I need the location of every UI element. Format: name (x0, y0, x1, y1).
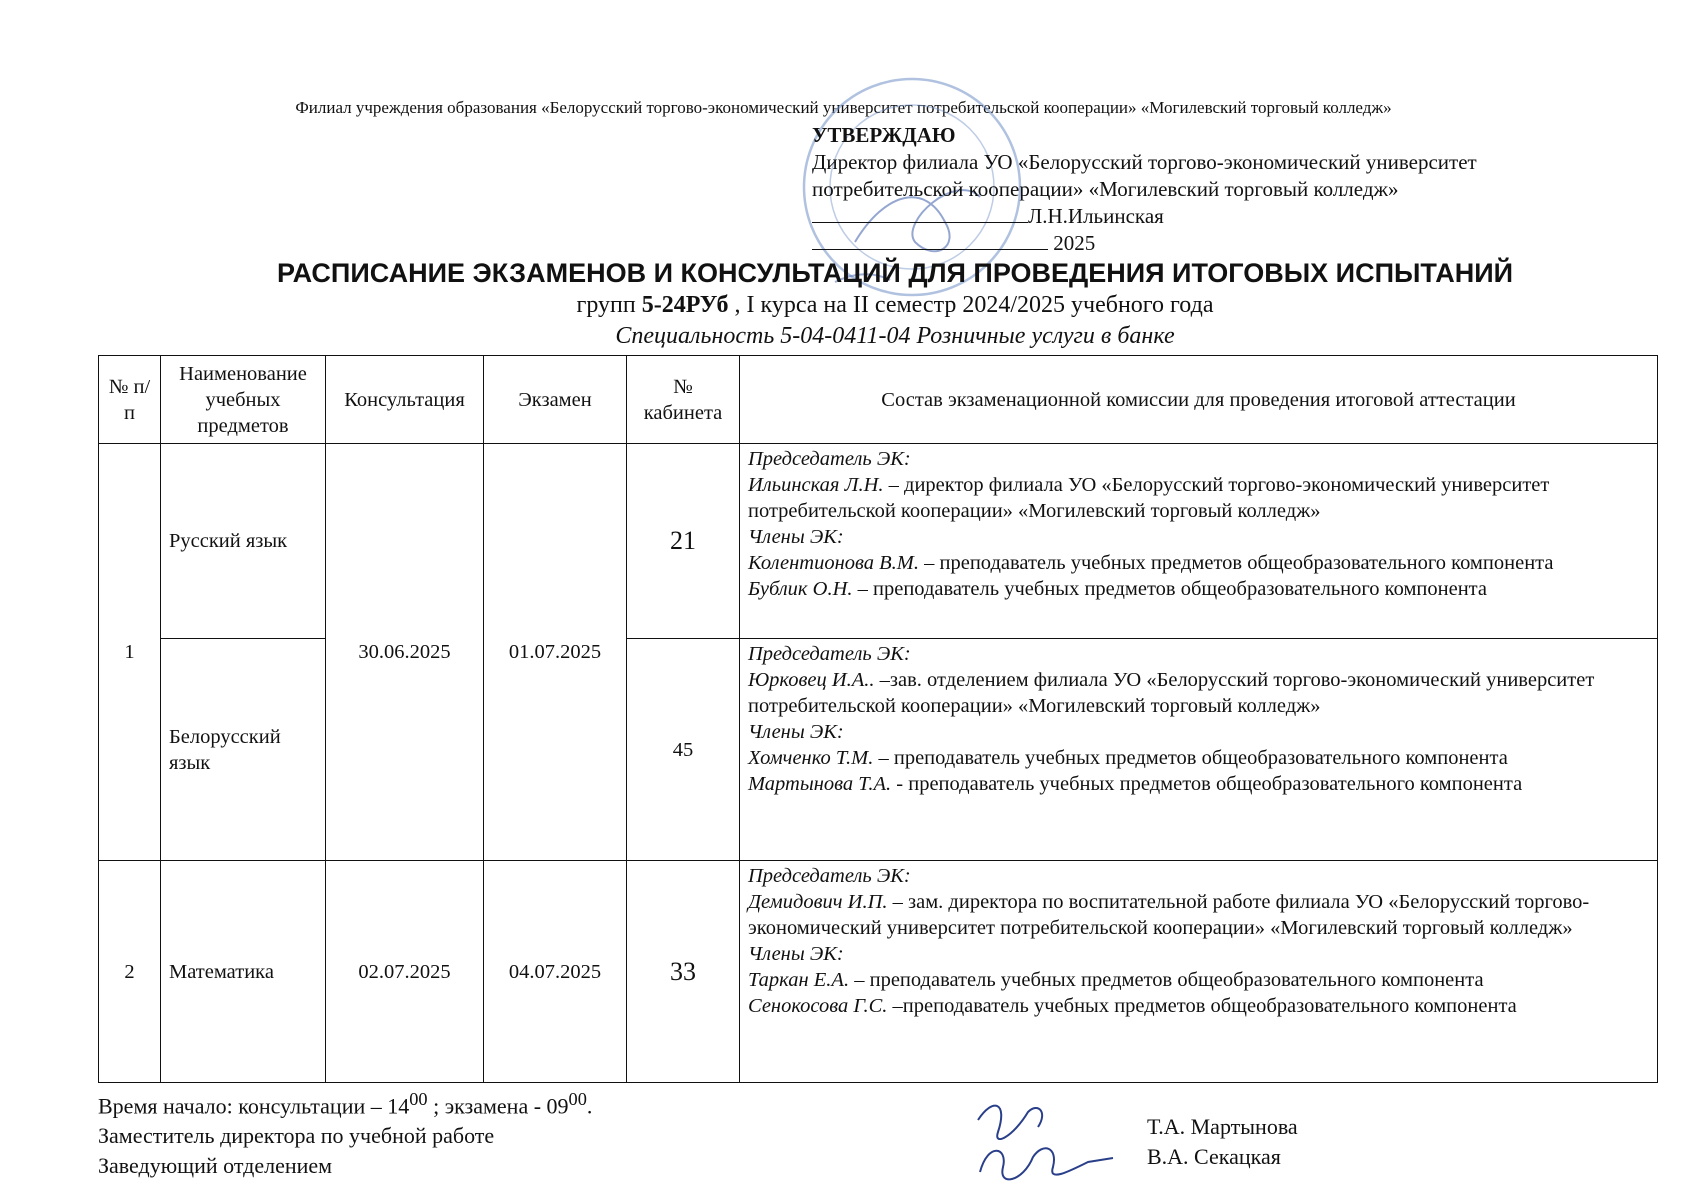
specialty-subtitle: Специальность 5-04-0411-04 Розничные услуги в банке (615, 323, 1175, 349)
member-name: Мартынова Т.А. (748, 773, 892, 795)
commission-cell (740, 639, 1658, 861)
head-label: Заведующий отделением (98, 1153, 333, 1179)
date-line (812, 231, 1048, 250)
time-prefix: Время начало: консультации – 14 (98, 1093, 410, 1119)
member-name: Таркан Е.А. (748, 969, 850, 991)
time-middle: ; экзамена - 09 (427, 1093, 569, 1119)
subject-cell: Белорусский язык (161, 639, 326, 861)
table-row (99, 444, 1658, 639)
head-name: В.А. Секацкая (1147, 1144, 1281, 1169)
exam-date: 04.07.2025 (484, 861, 627, 1083)
members-label: Члены ЭК: (748, 721, 844, 743)
row-num: 1 (99, 444, 161, 861)
handwritten-signature (968, 1092, 1118, 1196)
chair-name: Демидович И.П. (748, 891, 888, 913)
chair-text: – зам. директора по воспитательной работе филиала УО «Белорусский торгово-экономический университет потребительской кооперации» «Могилевский торговый колледж» (748, 891, 1590, 939)
group-subtitle (0, 292, 1687, 319)
members-label: Члены ЭК: (748, 526, 844, 548)
member-name: Бублик О.Н. (748, 578, 853, 600)
commission-cell (740, 861, 1658, 1083)
deputy-label: Заместитель директора по учебной работе (98, 1123, 495, 1149)
member-text: –преподаватель учебных предметов общеобразовательного компонента (887, 995, 1517, 1017)
groups-prefix: групп (576, 292, 636, 318)
groups-suffix: , I курса на II семестр 2024/2025 учебного года (734, 292, 1214, 318)
row-num: 2 (99, 861, 161, 1083)
chair-name: Ильинская Л.Н. (748, 474, 884, 496)
page-title: РАСПИСАНИЕ ЭКЗАМЕНОВ И КОНСУЛЬТАЦИЙ ДЛЯ ПРОВЕДЕНИЯ ИТОГОВЫХ ИСПЫТАНИЙ (276, 258, 1514, 288)
chair-label: Председатель ЭК: (748, 865, 911, 887)
members-label: Члены ЭК: (748, 943, 844, 965)
room-number: 21 (627, 444, 740, 639)
table-row (99, 861, 1658, 1083)
chair-label: Председатель ЭК: (748, 643, 911, 665)
time-end: . (586, 1093, 593, 1119)
exam-date: 01.07.2025 (484, 444, 627, 861)
consult-minutes: 00 (409, 1089, 428, 1109)
header-subject: Наименование учебных предметов (161, 356, 326, 444)
header-consult: Консультация (326, 356, 484, 444)
group-code: 5-24РУб (641, 292, 729, 318)
approval-signatory: Л.Н.Ильинская (1028, 204, 1164, 228)
approval-heading: УТВЕРЖДАЮ (812, 123, 956, 147)
chair-name: Юрковец И.А.. (748, 669, 875, 691)
member-text: - преподаватель учебных предметов общеобразовательного компонента (891, 773, 1523, 795)
footer-block (98, 1084, 592, 1181)
approval-line-2: потребительской кооперации» «Могилевский торговый колледж» (812, 177, 1399, 201)
member-text: – преподаватель учебных предметов общеобразовательного компонента (919, 552, 1554, 574)
chair-text: –зав. отделением филиала УО «Белорусский торгово-экономический университет потребительской кооперации» «Могилевский торговый колледж» (748, 669, 1595, 717)
member-name: Колентионова В.М. (748, 552, 919, 574)
exam-schedule-table (98, 355, 1658, 1083)
consult-date: 30.06.2025 (326, 444, 484, 861)
member-text: – преподаватель учебных предметов общеобразовательного компонента (873, 747, 1508, 769)
exam-minutes: 00 (568, 1089, 587, 1109)
approval-year: 2025 (1053, 231, 1096, 255)
deputy-name: Т.А. Мартынова (1147, 1114, 1298, 1139)
consult-date: 02.07.2025 (326, 861, 484, 1083)
member-name: Хомченко Т.М. (748, 747, 874, 769)
institution-header: Филиал учреждения образования «Белорусский торгово-экономический университет потребительской кооперации» «Могилевский торговый колледж» (295, 98, 1392, 117)
member-text: – преподаватель учебных предметов общеобразовательного компонента (849, 969, 1484, 991)
member-text: – преподаватель учебных предметов общеобразовательного компонента (852, 578, 1487, 600)
signatories (1147, 1112, 1298, 1172)
header-exam: Экзамен (484, 356, 627, 444)
header-num: № п/п (99, 356, 161, 444)
header-commission: Состав экзаменационной комиссии для проведения итоговой аттестации (740, 356, 1658, 444)
subject-cell: Математика (161, 861, 326, 1083)
subject-cell: Русский язык (161, 444, 326, 639)
room-number: 45 (627, 639, 740, 861)
chair-text: – директор филиала УО «Белорусский торгово-экономический университет потребительской кооперации» «Могилевский торговый колледж» (748, 474, 1550, 522)
approval-block (812, 122, 1477, 257)
table-header-row (99, 356, 1658, 444)
approval-line-1: Директор филиала УО «Белорусский торгово-экономический университет (812, 150, 1477, 174)
chair-label: Председатель ЭК: (748, 448, 911, 470)
commission-cell (740, 444, 1658, 639)
member-name: Сенокосова Г.С. (748, 995, 888, 1017)
signature-line (812, 204, 1028, 223)
header-room: № кабинета (627, 356, 740, 444)
start-time-line (98, 1084, 592, 1121)
room-number: 33 (627, 861, 740, 1083)
